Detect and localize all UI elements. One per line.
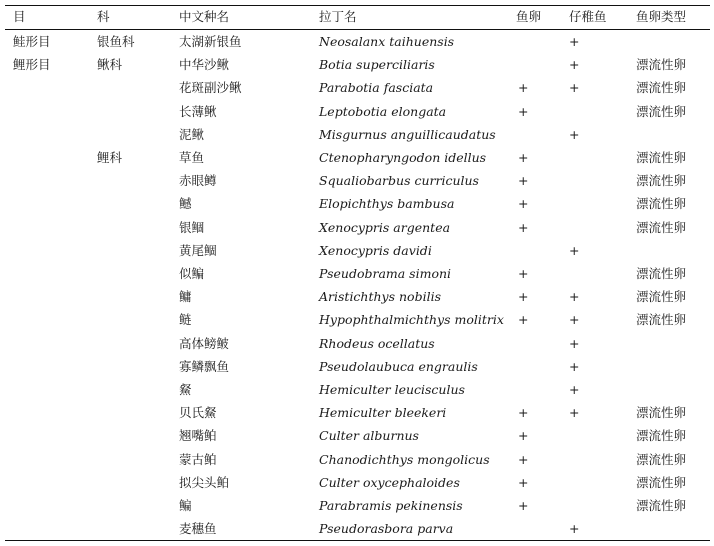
cell-latin-name: Pseudolaubuca engraulis	[319, 358, 478, 374]
cell-egg-type: 漂流性卵	[636, 474, 687, 490]
cell-order: 鲑形目	[13, 34, 51, 49]
cell-larva-mark: +	[569, 405, 580, 421]
cell-egg-type: 漂流性卵	[636, 289, 687, 305]
table-bottom-rule	[5, 540, 710, 541]
cell-chinese-name: 寡鳞飘鱼	[179, 358, 230, 374]
header-egg-type: 鱼卵类型	[636, 9, 687, 24]
table-row	[0, 101, 714, 124]
cell-chinese-name: 长薄鳅	[179, 103, 217, 119]
cell-larva-mark: +	[569, 312, 580, 328]
cell-latin-name: Botia superciliaris	[319, 57, 435, 73]
cell-egg-type: 漂流性卵	[636, 173, 687, 189]
table-header-rule	[5, 29, 710, 30]
cell-latin-name: Misgurnus anguillicaudatus	[319, 126, 496, 142]
cell-latin-name: Pseudobrama simoni	[319, 266, 452, 281]
cell-latin-name: Culter alburnus	[319, 428, 419, 444]
table-row	[0, 495, 714, 518]
table-row	[0, 147, 714, 170]
cell-egg-mark: +	[518, 80, 529, 96]
cell-larva-mark: +	[569, 80, 580, 96]
cell-chinese-name: 鳊	[179, 498, 192, 513]
cell-larva-mark: +	[569, 57, 580, 73]
cell-chinese-name: 太湖新银鱼	[179, 34, 242, 49]
table-row	[0, 333, 714, 356]
cell-latin-name: Ctenopharyngodon idellus	[319, 150, 487, 165]
cell-latin-name: Xenocypris argentea	[319, 219, 451, 235]
table-row	[0, 240, 714, 263]
table-row	[0, 263, 714, 286]
cell-egg-mark: +	[518, 451, 529, 467]
cell-chinese-name: 泥鳅	[179, 126, 205, 142]
table-row	[0, 77, 714, 100]
cell-egg-mark: +	[518, 196, 529, 212]
cell-latin-name: Hemiculter leucisculus	[319, 382, 465, 397]
table-header-row	[0, 6, 714, 29]
cell-egg-type: 漂流性卵	[636, 266, 687, 281]
cell-chinese-name: 中华沙鳅	[179, 57, 230, 73]
table-row	[0, 31, 714, 54]
cell-latin-name: Chanodichthys mongolicus	[319, 451, 490, 467]
cell-latin-name: Parabramis pekinensis	[319, 498, 463, 513]
header-larva: 仔稚鱼	[569, 9, 607, 24]
cell-egg-type: 漂流性卵	[636, 103, 687, 119]
cell-larva-mark: +	[569, 521, 580, 537]
table-row	[0, 449, 714, 472]
table-row	[0, 217, 714, 240]
cell-latin-name: Squaliobarbus curriculus	[319, 173, 479, 189]
cell-larva-mark: +	[569, 358, 580, 374]
cell-chinese-name: 似鳊	[179, 266, 205, 281]
cell-egg-type: 漂流性卵	[636, 150, 687, 165]
header-latin-name: 拉丁名	[319, 9, 357, 24]
cell-latin-name: Leptobotia elongata	[319, 103, 447, 119]
header-chinese-name: 中文种名	[179, 9, 230, 24]
cell-egg-mark: +	[518, 498, 529, 513]
cell-egg-mark: +	[518, 474, 529, 490]
header-egg: 鱼卵	[516, 9, 542, 24]
table-row	[0, 518, 714, 541]
table-row	[0, 425, 714, 448]
cell-chinese-name: 蒙古鲌	[179, 451, 217, 467]
cell-chinese-name: 赤眼鳟	[179, 173, 217, 189]
cell-egg-mark: +	[518, 312, 529, 328]
cell-latin-name: Neosalanx taihuensis	[319, 34, 455, 49]
cell-family: 鲤科	[97, 150, 123, 165]
header-order: 目	[13, 9, 26, 24]
cell-chinese-name: 鳙	[179, 289, 192, 305]
cell-egg-type: 漂流性卵	[636, 219, 687, 235]
cell-chinese-name: 䱗	[179, 382, 192, 397]
cell-latin-name: Parabotia fasciata	[319, 80, 434, 96]
cell-egg-type: 漂流性卵	[636, 428, 687, 444]
table-row	[0, 402, 714, 425]
table-row	[0, 309, 714, 332]
cell-egg-mark: +	[518, 428, 529, 444]
cell-chinese-name: 拟尖头鲌	[179, 474, 230, 490]
cell-egg-type: 漂流性卵	[636, 80, 687, 96]
cell-larva-mark: +	[569, 382, 580, 397]
cell-latin-name: Hemiculter bleekeri	[319, 405, 447, 421]
cell-egg-type: 漂流性卵	[636, 196, 687, 212]
table-row	[0, 379, 714, 402]
cell-chinese-name: 鲢	[179, 312, 192, 328]
table-row	[0, 170, 714, 193]
cell-latin-name: Aristichthys nobilis	[319, 289, 441, 305]
cell-chinese-name: 高体鳑鲏	[179, 335, 230, 351]
cell-chinese-name: 翘嘴鲌	[179, 428, 217, 444]
cell-egg-type: 漂流性卵	[636, 405, 687, 421]
cell-egg-mark: +	[518, 289, 529, 305]
cell-family: 银鱼科	[97, 34, 135, 49]
cell-egg-mark: +	[518, 150, 529, 165]
cell-egg-mark: +	[518, 219, 529, 235]
cell-egg-type: 漂流性卵	[636, 312, 687, 328]
header-family: 科	[97, 9, 110, 24]
cell-chinese-name: 银鲴	[179, 219, 205, 235]
cell-larva-mark: +	[569, 335, 580, 351]
cell-latin-name: Rhodeus ocellatus	[319, 335, 435, 351]
cell-family: 鳅科	[97, 57, 123, 73]
cell-chinese-name: 黄尾鲴	[179, 242, 217, 258]
table-row	[0, 286, 714, 309]
cell-latin-name: Pseudorasbora parva	[319, 521, 454, 537]
cell-larva-mark: +	[569, 34, 580, 49]
cell-chinese-name: 草鱼	[179, 150, 205, 165]
cell-order: 鲤形目	[13, 57, 51, 73]
cell-larva-mark: +	[569, 126, 580, 142]
cell-chinese-name: 贝氏䱗	[179, 405, 217, 421]
table-row	[0, 472, 714, 495]
cell-egg-type: 漂流性卵	[636, 498, 687, 513]
cell-egg-mark: +	[518, 103, 529, 119]
cell-latin-name: Culter oxycephaloides	[319, 474, 460, 490]
cell-egg-type: 漂流性卵	[636, 57, 687, 73]
table-row	[0, 356, 714, 379]
table-row	[0, 54, 714, 77]
cell-egg-mark: +	[518, 173, 529, 189]
cell-latin-name: Xenocypris davidi	[319, 242, 432, 258]
cell-chinese-name: 鳡	[179, 196, 192, 212]
cell-egg-type: 漂流性卵	[636, 451, 687, 467]
cell-larva-mark: +	[569, 242, 580, 258]
table-row	[0, 124, 714, 147]
cell-chinese-name: 麦穗鱼	[179, 521, 217, 537]
cell-latin-name: Elopichthys bambusa	[319, 196, 455, 212]
cell-egg-mark: +	[518, 405, 529, 421]
cell-latin-name: Hypophthalmichthys molitrix	[319, 312, 504, 328]
cell-egg-mark: +	[518, 266, 529, 281]
table-row	[0, 193, 714, 216]
cell-larva-mark: +	[569, 289, 580, 305]
cell-chinese-name: 花斑副沙鳅	[179, 80, 242, 96]
